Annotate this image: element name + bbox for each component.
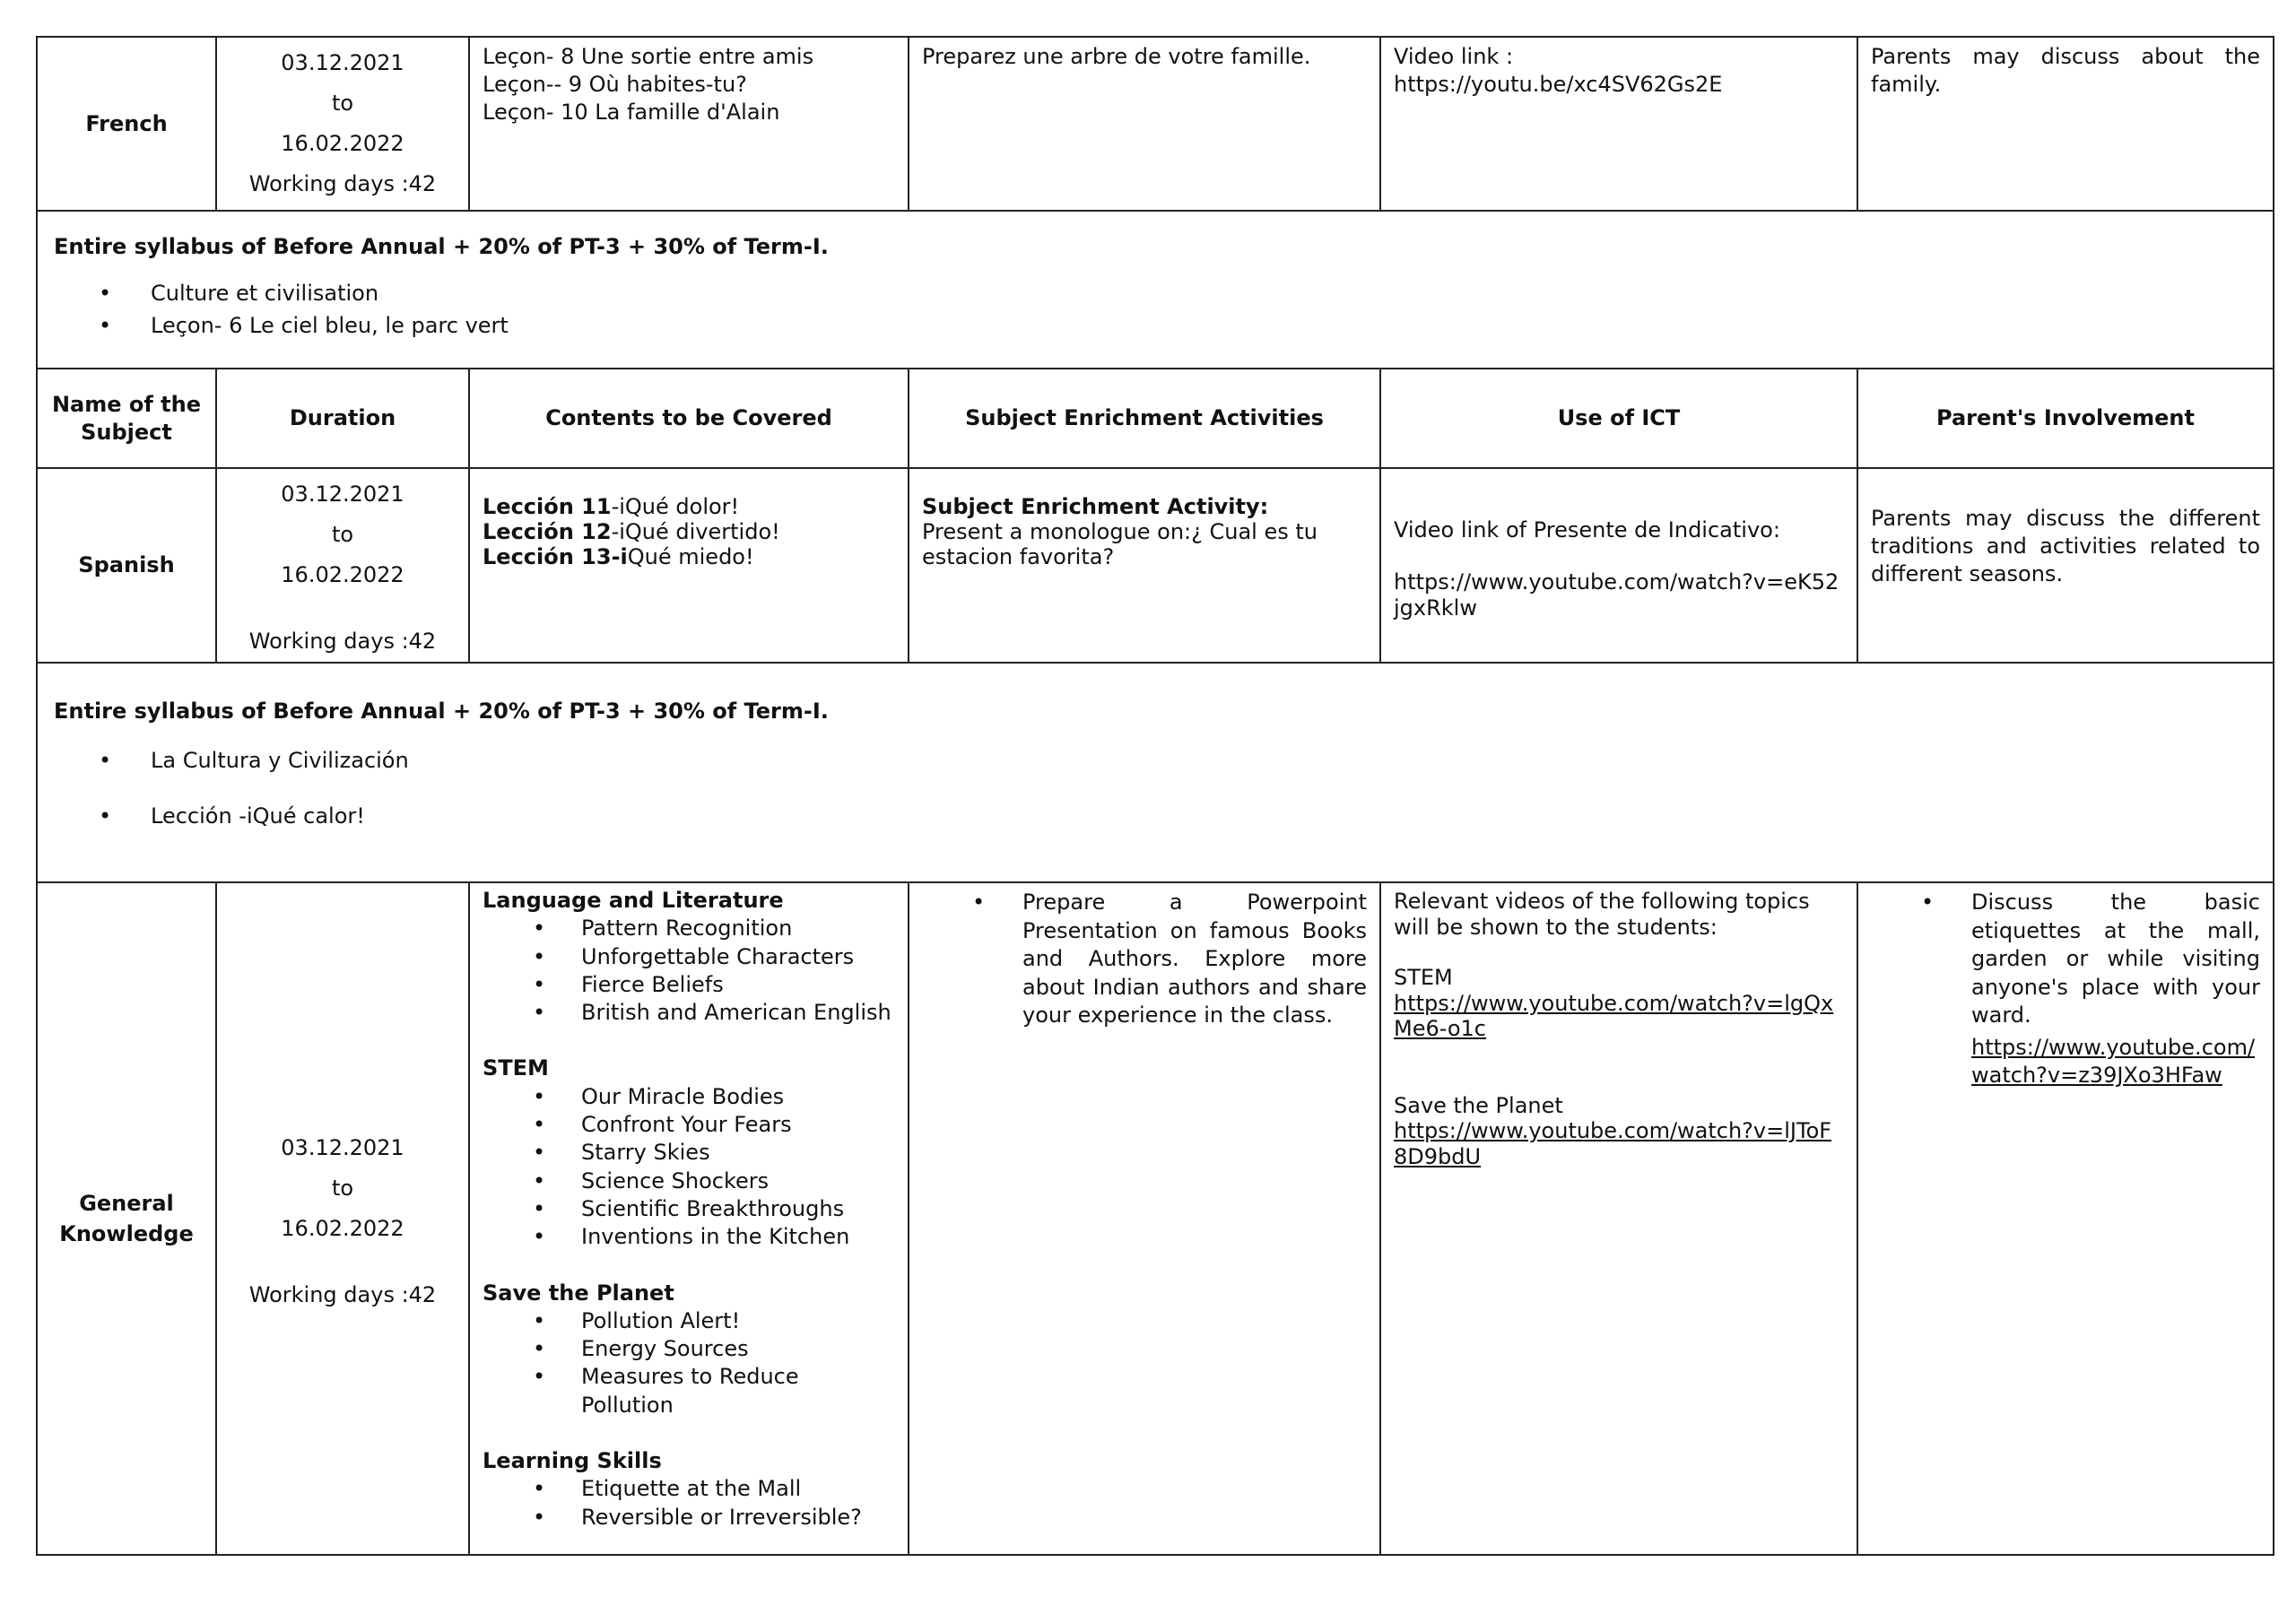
parents-cell <box>1857 468 2274 663</box>
syllabus-note <box>37 211 2274 369</box>
syllabus-item: • Culture et civilisation <box>54 277 2257 309</box>
lesson-title: Qué miedo! <box>627 544 754 569</box>
header-enrichment: Subject Enrichment Activities <box>909 369 1380 468</box>
duration-cell <box>216 882 469 1555</box>
section-list <box>483 1307 895 1419</box>
subject-name: Spanish <box>37 468 216 663</box>
french-row <box>37 37 2274 211</box>
syllabus-note <box>37 663 2274 882</box>
contents-cell <box>469 37 909 211</box>
list-item: • Unforgettable Characters <box>483 943 895 971</box>
section-list <box>483 915 895 1027</box>
french-syllabus-row <box>37 211 2274 369</box>
ict-stem-link[interactable]: https://www.youtube.com/watch?v=lgQxMe6-o1c <box>1394 990 1834 1041</box>
lesson-title: -iQué divertido! <box>611 519 780 544</box>
enrichment-cell <box>909 37 1380 211</box>
section-title: STEM <box>483 1055 549 1081</box>
ict-link[interactable]: https://youtu.be/xc4SV62Gs2E <box>1394 72 1723 97</box>
enrichment-title: Subject Enrichment Activity: <box>922 494 1269 519</box>
header-ict: Use of ICT <box>1380 369 1857 468</box>
duration-from: 03.12.2021 <box>281 482 404 507</box>
syllabus-list <box>54 733 2257 844</box>
ict-cell <box>1380 468 1857 663</box>
section-list <box>483 1475 895 1532</box>
subject-name: General Knowledge <box>37 882 216 1555</box>
section-title: Save the Planet <box>483 1280 674 1306</box>
syllabus-title: Entire syllabus of Before Annual + 20% of PT-3 + 30% of Term-I. <box>54 699 829 724</box>
ict-label: Video link : <box>1394 44 1514 69</box>
spanish-syllabus-row <box>37 663 2274 882</box>
section-title: Language and Literature <box>483 888 784 913</box>
list-item: • Scientific Breakthroughs <box>483 1195 895 1223</box>
content-item <box>483 544 895 569</box>
duration-to: to <box>331 91 354 116</box>
parents-text <box>1871 889 2260 1090</box>
list-item: • Fierce Beliefs <box>483 971 895 999</box>
ict-link[interactable]: https://www.youtube.com/watch?v=eK52jgxRklw <box>1394 569 1839 621</box>
working-days: Working days :42 <box>248 1281 437 1307</box>
working-days: Working days :42 <box>248 171 437 196</box>
duration-cell <box>216 37 469 211</box>
enrichment-text: • Prepare a Powerpoint Presentation on famous Books and Authors. Explore more about Indian authors and share your experience in the class. <box>922 889 1367 1030</box>
enrichment-cell <box>909 882 1380 1555</box>
working-days: Working days :42 <box>248 629 437 654</box>
content-item <box>483 494 895 519</box>
list-item: • Etiquette at the Mall <box>483 1475 895 1503</box>
list-item: • Our Miracle Bodies <box>483 1083 895 1111</box>
syllabus-table <box>36 36 2274 1556</box>
duration-cell <box>216 468 469 663</box>
enrichment-text: Preparez une arbre de votre famille. <box>922 44 1311 69</box>
parents-text: Parents may discuss about the family. <box>1871 44 2260 97</box>
ict-intro: Relevant videos of the following topics will be shown to the students: <box>1394 889 1810 940</box>
duration-to: to <box>331 1175 354 1201</box>
lesson-number: Lección 13-i <box>483 544 628 569</box>
parents-cell <box>1857 882 2274 1555</box>
ict-cell <box>1380 37 1857 211</box>
ict-cell <box>1380 882 1857 1555</box>
syllabus-item: • La Cultura y Civilización <box>54 733 2257 788</box>
lesson-number: Lección 12 <box>483 519 612 544</box>
header-row <box>37 369 2274 468</box>
syllabus-page <box>36 36 2273 1556</box>
lesson-number: Lección 11 <box>483 494 612 519</box>
gk-row <box>37 882 2274 1555</box>
lesson-title: -iQué dolor! <box>611 494 740 519</box>
list-item: • Energy Sources <box>483 1335 895 1363</box>
content-item <box>483 519 895 544</box>
ict-planet-link[interactable]: https://www.youtube.com/watch?v=lJToF8D9bdU <box>1394 1118 1832 1169</box>
syllabus-list <box>54 277 2257 342</box>
content-item: Leçon- 8 Une sortie entre amis <box>483 44 814 69</box>
header-parents: Parent's Involvement <box>1857 369 2274 468</box>
list-item: • Starry Skies <box>483 1139 895 1167</box>
parents-text-body: Discuss the basic etiquettes at the mall, garden or while visiting anyone's place with your ward. <box>1971 890 2260 1028</box>
header-contents: Contents to be Covered <box>469 369 909 468</box>
ict-planet-label: Save the Planet <box>1394 1092 1563 1118</box>
enrichment-cell <box>909 468 1380 663</box>
duration-from: 03.12.2021 <box>281 50 404 75</box>
duration-until: 16.02.2022 <box>281 562 404 587</box>
duration-from: 03.12.2021 <box>281 1134 404 1160</box>
parents-cell <box>1857 37 2274 211</box>
syllabus-item: • Lección -iQué calor! <box>54 788 2257 844</box>
contents-cell <box>469 882 909 1555</box>
duration-until: 16.02.2022 <box>281 131 404 156</box>
ict-label: Video link of Presente de Indicativo: <box>1394 517 1780 542</box>
list-item: • Inventions in the Kitchen <box>483 1223 895 1251</box>
duration-to: to <box>331 522 354 547</box>
list-item: • Pattern Recognition <box>483 915 895 942</box>
syllabus-title: Entire syllabus of Before Annual + 20% of PT-3 + 30% of Term-I. <box>54 234 829 259</box>
section-title: Learning Skills <box>483 1448 662 1474</box>
duration-until: 16.02.2022 <box>281 1215 404 1241</box>
content-item: Leçon- 10 La famille d'Alain <box>483 100 780 125</box>
enrichment-text: Present a monologue on:¿ Cual es tu estacion favorita? <box>922 519 1318 569</box>
list-item: • Measures to Reduce Pollution <box>483 1363 895 1419</box>
parents-link[interactable]: https://www.youtube.com/watch?v=z39JXo3HFaw <box>1971 1034 2256 1088</box>
ict-stem-label: STEM <box>1394 965 1453 990</box>
syllabus-item: • Leçon- 6 Le ciel bleu, le parc vert <box>54 309 2257 342</box>
section-list <box>483 1083 895 1252</box>
content-item: Leçon-- 9 Où habites-tu? <box>483 72 747 97</box>
list-item: • British and American English <box>483 999 895 1027</box>
list-item: • Science Shockers <box>483 1167 895 1195</box>
header-duration: Duration <box>216 369 469 468</box>
contents-cell <box>469 468 909 663</box>
list-item: • Pollution Alert! <box>483 1307 895 1335</box>
list-item: • Confront Your Fears <box>483 1111 895 1139</box>
header-subject: Name of the Subject <box>37 369 216 468</box>
parents-text: Parents may discuss the different traditions and activities related to different seasons. <box>1871 506 2260 586</box>
spanish-row <box>37 468 2274 663</box>
list-item: • Reversible or Irreversible? <box>483 1504 895 1532</box>
subject-name: French <box>37 37 216 211</box>
